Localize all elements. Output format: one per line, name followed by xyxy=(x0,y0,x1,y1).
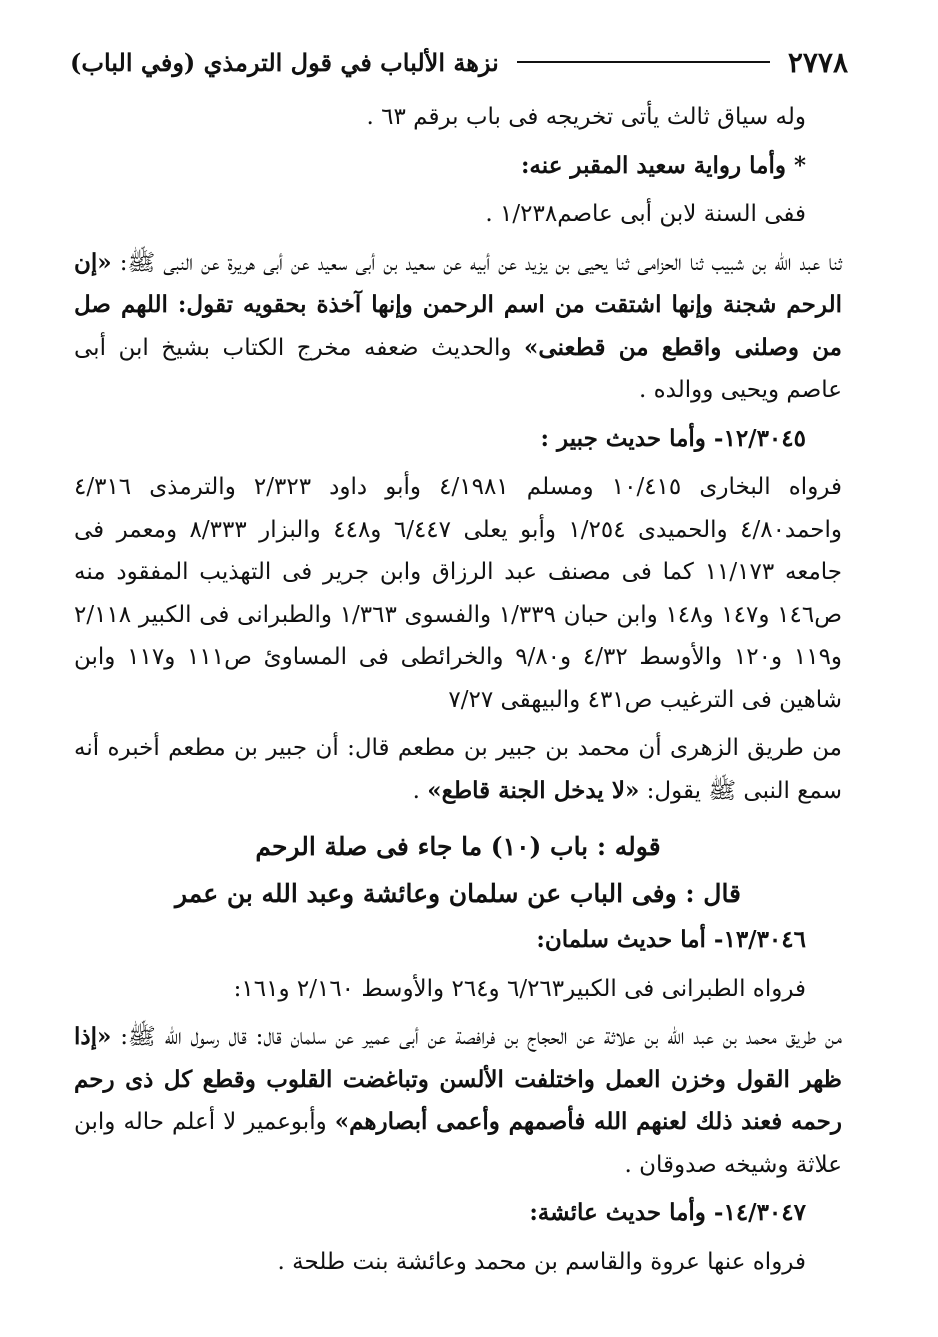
hadith-heading: ١٢/٣٠٤٥- وأما حديث جبير : xyxy=(540,424,806,452)
isnad-text: من طريق محمد بن عبد الله بن علاثة عن الحجاج بن فرافصة عن أبى عمير عن سلمان قال: قال رسول الله ﷺ: xyxy=(111,1024,842,1050)
hadith-text: «إن الرحم شجنة وإنها اشتقت من اسم الرحمن وإنها آخذة بحقويه تقول: اللهم صل من وصلنى واقطع من قطعنى» xyxy=(74,248,842,361)
paragraph: وله سياق ثالث يأتى تخريجه فى باب برقم ٦٣ . xyxy=(366,104,806,130)
page-number: ٢٧٧٨ xyxy=(787,45,848,79)
commentary-text: وأبوعمير لا أعلم حاله وابن علاثة وشيخه صدوقان . xyxy=(74,1109,842,1178)
hadith-text: «إذا ظهر القول وخزن العمل واختلفت الألسن وتباغضت القلوب وقطع كل ذى رحم رحمه فعند ذلك لعنهم الله فأصمهم وأعمى أبصارهم» xyxy=(74,1023,842,1135)
paragraph: فرواه البخارى ١٠/٤١٥ ومسلم ٤/١٩٨١ وأبو داود ٢/٣٢٣ والترمذى ٤/٣١٦ واحمد٤/٨٠ والحميدى ١/٢٥٤ وأبو يعلى ٦/٤٤٧ و٤٤٨ والبزار ٨/٣٣٣ ومعمر فى جامعه ١١/١٧٣ كما فى مصنف عبد الرزاق وابن جرير فى التهذيب المفقود منه ص١٤٦ و١٤٧ و١٤٨ وابن حبان ١/٣٣٩ والفسوى ١/٣٦٣ والطبرانى فى الكبير ٢/١١٨ و١١٩ و١٢٠ والأوسط ٤/٣٢ و٩/٨٠ والخرائطى فى المساوئ ص١١١ و١١٧ وابن شاهين فى الترغيب ص٤٣١ والبيهقى ٧/٢٧ xyxy=(74,474,843,713)
hadith-heading: ١٤/٣٠٤٧- وأما حديث عائشة: xyxy=(529,1199,806,1226)
header-rule xyxy=(517,61,770,63)
commentary-text: والحديث ضعفه مخرج الكتاب بشيخ ابن أبى عاصم ويحيى ووالده . xyxy=(74,334,842,403)
running-title: نزهة الألباب في قول الترمذي (وفي الباب) xyxy=(70,47,499,77)
isnad-text: ثنا عبد الله بن شبيب ثنا الحزامى ثنا يحيى بن يزيد عن أبيه عن سعيد بن أبى سعيد عن أبى هريرة عن النبى ﷺ: xyxy=(111,249,842,276)
paragraph-with-hadith xyxy=(74,1016,842,1186)
paragraph-with-hadith xyxy=(74,242,842,412)
hadith-text: «لا يدخل الجنة قاطع» xyxy=(427,776,640,804)
paragraph-with-hadith xyxy=(74,727,842,812)
punctuation: . xyxy=(412,777,428,804)
paragraph: ففى السنة لابن أبى عاصم١/٢٣٨ . xyxy=(485,201,806,227)
section-subheading: * وأما رواية سعيد المقبر عنه: xyxy=(520,151,806,179)
isnad-text: من طريق الزهرى أن محمد بن جبير بن مطعم قال: أن جبير بن مطعم أخبره أنه سمع النبى ﷺ يقول: xyxy=(74,735,842,804)
paragraph: فرواه عنها عروة والقاسم بن محمد وعائشة بنت طلحة . xyxy=(277,1248,806,1275)
hadith-heading: ١٣/٣٠٤٦- أما حديث سلمان: xyxy=(536,926,806,953)
chapter-title: قوله : باب (١٠) ما جاء فى صلة الرحم xyxy=(255,832,661,861)
chapter-subtitle: قال : وفى الباب عن سلمان وعائشة وعبد الله بن عمر xyxy=(174,878,742,908)
page-header xyxy=(70,40,848,84)
page-body xyxy=(74,96,842,1289)
paragraph: فرواه الطبرانى فى الكبير٦/٢٦٣ و٢٦٤ والأوسط ٢/١٦٠ و١٦١: xyxy=(233,975,806,1002)
